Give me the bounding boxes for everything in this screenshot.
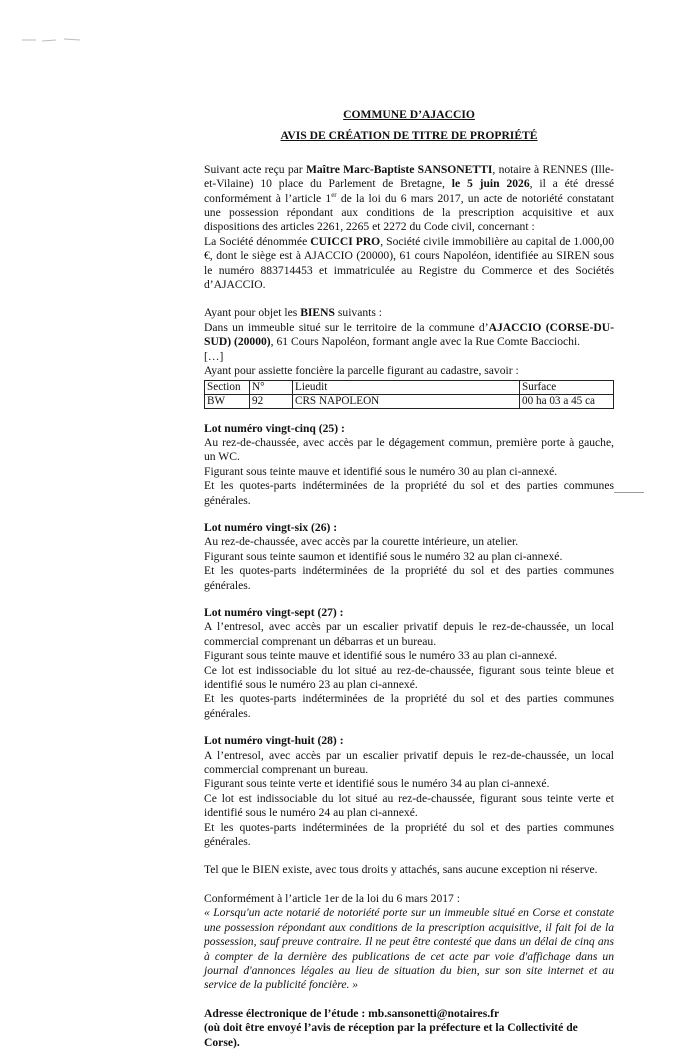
company-paragraph: La Société dénommée CUICCI PRO, Société civile immobilière au capital de 1.000,00 €, dont le siège est à AJACCIO (20000), 61 cours Napoléon, identifiée au SIREN sous le numéro 883714453 et immatriculée au Registre du Commerce et des Sociétés d’AJACCIO.	[204, 234, 615, 292]
cadastre-row	[205, 394, 614, 408]
company-name: CUICCI PRO	[310, 234, 381, 248]
notice-body	[204, 108, 614, 1050]
lot-line: A l’entresol, avec accès par un escalier privatif depuis le rez-de-chaussée, un local commercial comprenant un bureau.	[204, 748, 614, 777]
lot-line: Au rez-de-chaussée, avec accès par le dégagement commun, première porte à gauche, un WC.	[204, 435, 614, 464]
building-location: Dans un immeuble situé sur le territoire de la commune d’AJACCIO (CORSE-DU-SUD) (20000), 61 Cours Napoléon, formant angle avec la Rue Comte Bacciochi.	[204, 320, 614, 349]
law-reference: Conformément à l’article 1er de la loi du 6 mars 2017 :	[204, 891, 460, 905]
law-quote: « Lorsqu'un acte notarié de notoriété porte sur un immeuble situé en Corse et constate une possession répondant aux conditions de la prescription acquisitive, il fait foi de la possession, sauf preuve contraire. Il ne peut être contesté que dans un délai de cinq ans à compter de la dernière des publications de cet acte par voie d'affichage dans un journal d'annonces légales au lieu de situation du bien, sur son site internet et au service de la publicité foncière. »	[204, 906, 614, 992]
lot-title: Lot numéro vingt-sept (27) :	[204, 605, 344, 619]
lot-line: Et les quotes-parts indéterminées de la propriété du sol et des parties communes générales.	[204, 692, 614, 720]
email-note: (où doit être envoyé l’avis de réception par la préfecture et la Collectivité de Corse).	[204, 1021, 578, 1049]
lot-title: Lot numéro vingt-cinq (25) :	[204, 421, 345, 435]
cell-lieudit: CRS NAPOLEON	[293, 394, 520, 408]
lot-title: Lot numéro vingt-huit (28) :	[204, 734, 344, 748]
header-number: N°	[250, 380, 293, 394]
lot-28	[204, 734, 614, 849]
cell-surface: 00 ha 03 a 45 ca	[520, 394, 614, 408]
lot-25	[204, 422, 614, 508]
header-section: Section	[205, 380, 250, 394]
header-surface: Surface	[520, 380, 614, 394]
intro-paragraph: Suivant acte reçu par Maître Marc-Baptiste SANSONETTI, notaire à RENNES (Ille-et-Vilaine) 10 place du Parlement de Bretagne, le 5 juin 2026, il a été dressé conformément à l’article 1er de la loi du 6 mars 2017, un acte de notoriété constatant une possession répondant aux conditions de la prescription acquisitive et aux dispositions des articles 2261, 2265 et 2272 du Code civil, concernant :	[204, 162, 614, 234]
cadastre-header-row	[205, 380, 614, 394]
lot-line: Et les quotes-parts indéterminées de la propriété du sol et des parties communes générales.	[204, 564, 614, 592]
bien-clause: Tel que le BIEN existe, avec tous droits y attachés, sans aucune exception ni réserve.	[204, 863, 598, 877]
cadastre-table	[204, 380, 614, 409]
lot-26	[204, 521, 614, 593]
lot-line: Et les quotes-parts indéterminées de la propriété du sol et des parties communes générales.	[204, 820, 614, 849]
notary-name: Maître Marc-Baptiste SANSONETTI	[305, 162, 493, 176]
lot-line: Ce lot est indissociable du lot situé au rez-de-chaussée, figurant sous teinte verte et identifié sous le numéro 24 au plan ci-annexé.	[204, 791, 614, 820]
cell-number: 92	[250, 394, 293, 408]
lot-line: Figurant sous teinte mauve et identifié sous le numéro 30 au plan ci-annexé.	[204, 464, 558, 478]
scan-mark	[614, 492, 644, 493]
lot-line: Et les quotes-parts indéterminées de la propriété du sol et des parties communes générales.	[204, 479, 614, 507]
deed-date: le 5 juin 2026	[451, 177, 530, 191]
lot-line: A l’entresol, avec accès par un escalier privatif depuis le rez-de-chaussée, un local commercial comprenant un débarras et un bureau.	[204, 620, 614, 648]
cadastre-intro: Ayant pour assiette foncière la parcelle figurant au cadastre, savoir :	[204, 364, 519, 378]
notice-title: AVIS DE CRÉATION DE TITRE DE PROPRIÉTÉ	[280, 129, 538, 143]
lot-line: Figurant sous teinte mauve et identifié sous le numéro 33 au plan ci-annexé.	[204, 649, 558, 663]
commune-heading: COMMUNE D’AJACCIO	[343, 108, 475, 121]
lot-line: Au rez-de-chaussée, avec accès par la courette intérieure, un atelier.	[204, 535, 519, 549]
scan-smudge	[22, 38, 82, 42]
office-email: Adresse électronique de l’étude : mb.sansonetti@notaires.fr	[204, 1006, 500, 1020]
biens-intro: Ayant pour objet les BIENS suivants :	[204, 306, 383, 320]
lot-line: Figurant sous teinte saumon et identifié sous le numéro 32 au plan ci-annexé.	[204, 549, 563, 563]
header-lieudit: Lieudit	[293, 380, 520, 394]
cell-section: BW	[205, 394, 250, 408]
lot-line: Ce lot est indissociable du lot situé au rez-de-chaussée, figurant sous teinte bleue et identifié sous le numéro 23 au plan ci-annexé.	[204, 663, 614, 691]
ellipsis: […]	[204, 349, 224, 363]
lot-27	[204, 606, 614, 721]
lot-title: Lot numéro vingt-six (26) :	[204, 520, 338, 534]
lot-line: Figurant sous teinte verte et identifié sous le numéro 34 au plan ci-annexé.	[204, 777, 550, 791]
